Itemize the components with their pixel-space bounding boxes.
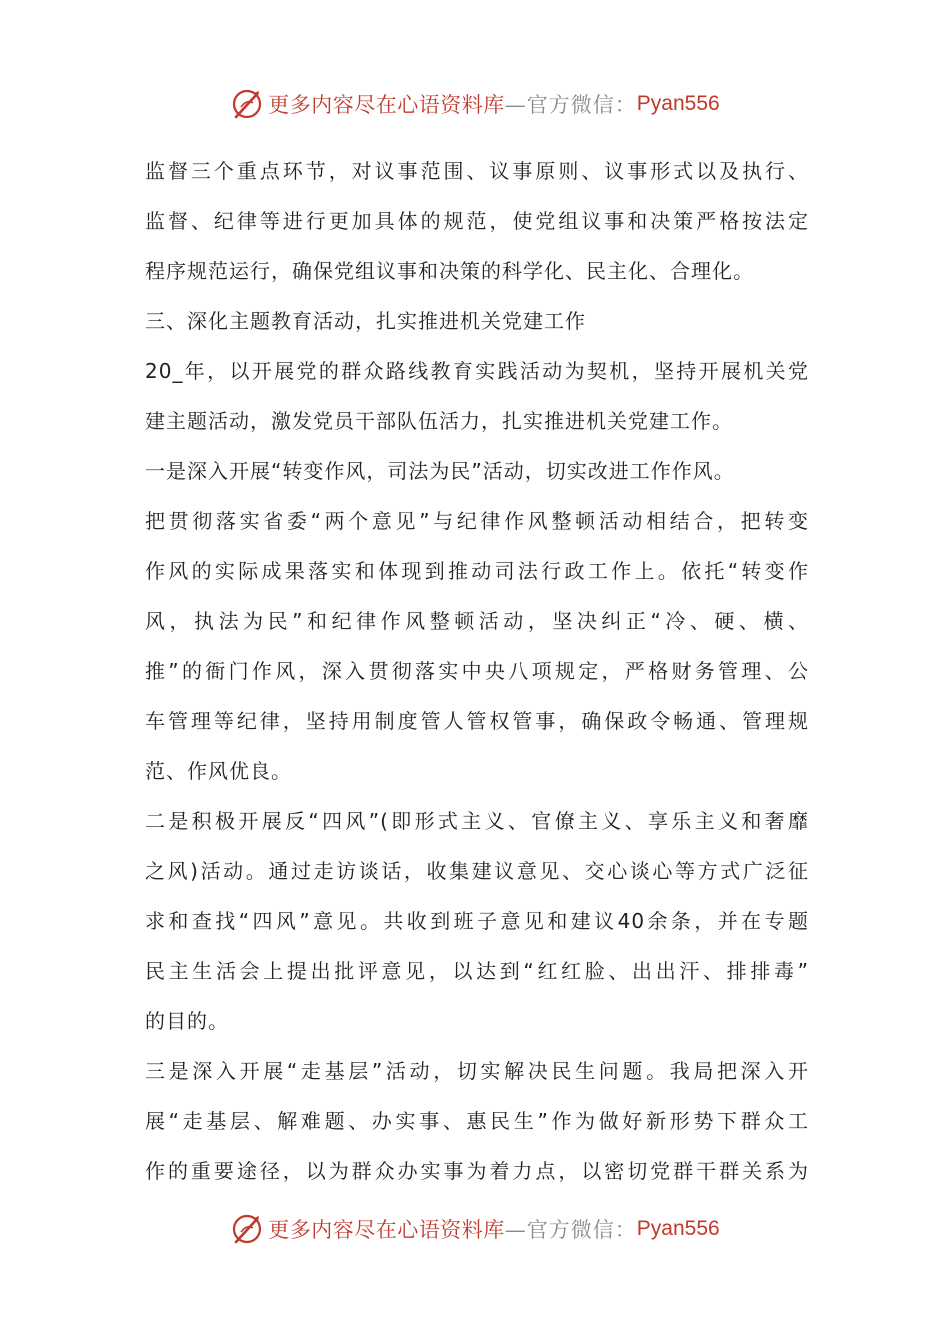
pen-logo-icon — [230, 87, 264, 121]
body-line: 求和查找“四风”意见。共收到班子意见和建议40余条，并在专题 — [145, 909, 809, 933]
section-heading: 三、深化主题教育活动，扎实推进机关党建工作 — [145, 309, 586, 333]
body-line: 监督、纪律等进行更加具体的规范，使党组议事和决策严格按法定 — [145, 209, 809, 233]
body-line: 展“走基层、解难题、办实事、惠民生”作为做好新形势下群众工 — [145, 1109, 809, 1133]
banner-wechat-label: —官方微信： — [504, 1218, 637, 1242]
body-line: 作风的实际成果落实和体现到推动司法行政工作上。依托“转变作 — [145, 559, 809, 583]
body-line: 监督三个重点环节，对议事范围、议事原则、议事形式以及执行、 — [145, 159, 809, 183]
body-line: 建主题活动，激发党员干部队伍活力，扎实推进机关党建工作。 — [145, 409, 733, 433]
body-line: 之风)活动。通过走访谈话，收集建议意见、交心谈心等方式广泛征 — [145, 859, 809, 883]
body-line: 的目的。 — [145, 1009, 229, 1033]
banner-wechat-label: —官方微信： — [504, 93, 637, 117]
body-line: 范、作风优良。 — [145, 759, 292, 783]
footer-watermark-banner — [0, 1207, 950, 1251]
body-line: 风，执法为民”和纪律作风整顿活动，坚决纠正“冷、硬、横、 — [145, 609, 809, 633]
header-watermark-banner — [0, 82, 950, 126]
body-line: 20_年，以开展党的群众路线教育实践活动为契机，坚持开展机关党 — [145, 359, 809, 383]
body-line: 把贯彻落实省委“两个意见”与纪律作风整顿活动相结合，把转变 — [145, 509, 809, 533]
body-line: 民主生活会上提出批评意见，以达到“红红脸、出出汗、排排毒” — [145, 959, 809, 983]
body-line: 二是积极开展反“四风”(即形式主义、官僚主义、享乐主义和奢靡 — [145, 809, 809, 833]
body-line: 程序规范运行，确保党组议事和决策的科学化、民主化、合理化。 — [145, 259, 754, 283]
banner-wechat-id: Pyan556 — [636, 1217, 720, 1240]
body-line: 作的重要途径，以为群众办实事为着力点，以密切党群干群关系为 — [145, 1159, 809, 1183]
body-line: 推”的衙门作风，深入贯彻落实中央八项规定，严格财务管理、公 — [145, 659, 809, 683]
pen-logo-icon — [230, 1212, 264, 1246]
body-line: 一是深入开展“转变作风，司法为民”活动，切实改进工作作风。 — [145, 459, 735, 483]
document-body — [145, 146, 809, 1196]
banner-brand-text: 更多内容尽在心语资料库 — [268, 1218, 505, 1242]
body-line: 三是深入开展“走基层”活动，切实解决民生问题。我局把深入开 — [145, 1059, 809, 1083]
banner-brand-text: 更多内容尽在心语资料库 — [268, 93, 505, 117]
body-line: 车管理等纪律，坚持用制度管人管权管事，确保政令畅通、管理规 — [145, 709, 809, 733]
banner-wechat-id: Pyan556 — [636, 92, 720, 115]
